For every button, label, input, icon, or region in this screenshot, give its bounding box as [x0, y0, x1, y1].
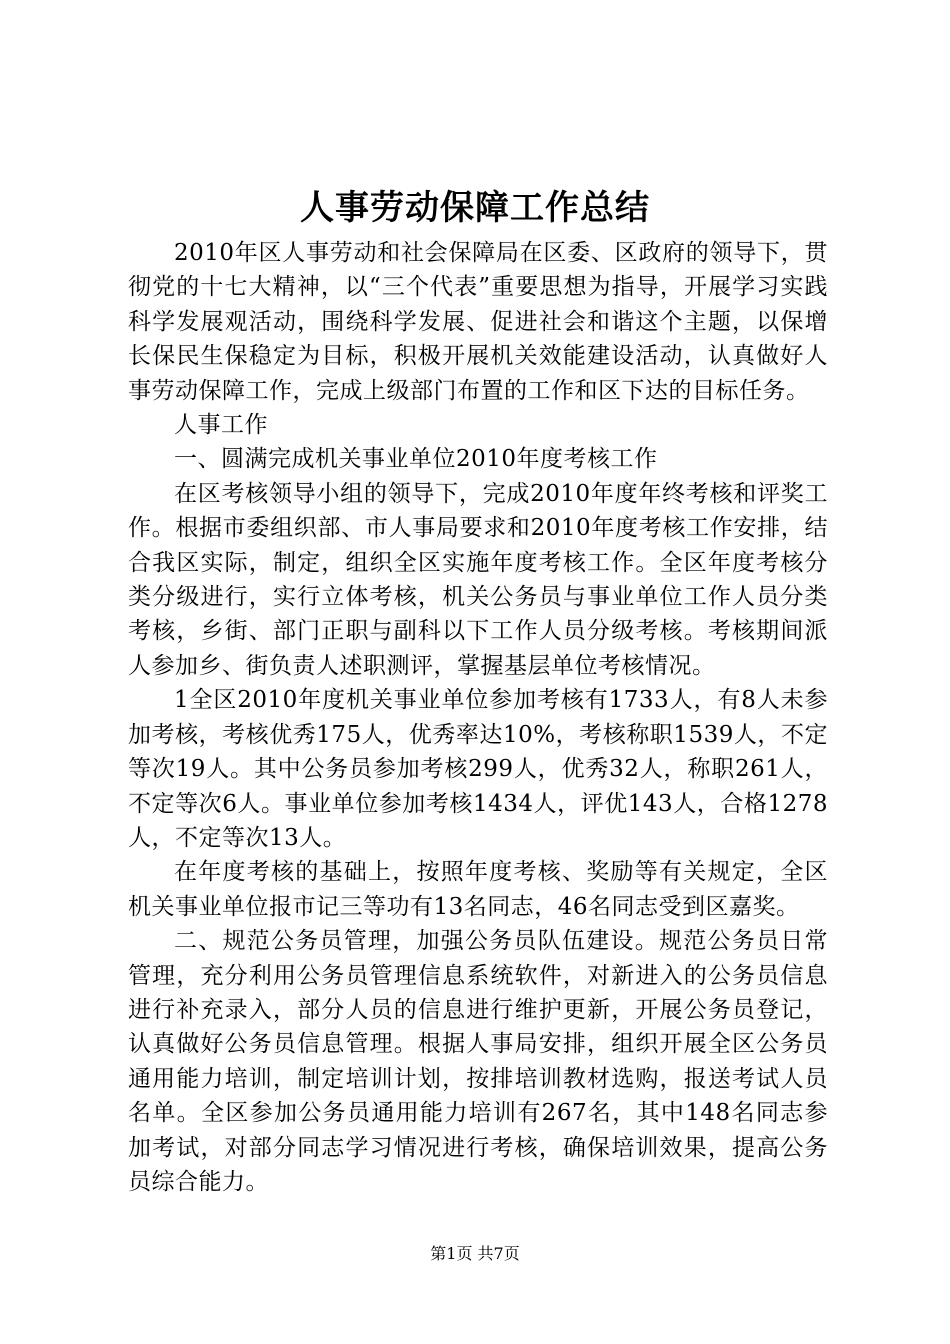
paragraph-awards: 在年度考核的基础上，按照年度考核、奖励等有关规定，全区机关事业单位报市记三等功有13名同志，46名同志受到区嘉奖。	[128, 859, 828, 920]
document-body	[128, 236, 828, 1199]
paragraph-assessment-statistics: 1全区2010年度机关事业单位参加考核有1733人，有8人未参加考核，考核优秀175人，优秀率达10%，考核称职1539人，不定等次19人。其中公务员参加考核299人，优秀32人，称职261人，不定等次6人。事业单位参加考核1434人，评优143人，合格1278人，不定等次13人。	[128, 687, 828, 851]
paragraph-civil-servant-management: 二、规范公务员管理，加强公务员队伍建设。规范公务员日常管理，充分利用公务员管理信息系统软件，对新进入的公务员信息进行补充录入，部分人员的信息进行维护更新，开展公务员登记，认真做好公务员信息管理。根据人事局安排，组织开展全区公务员通用能力培训，制定培训计划，按排培训教材选购，报送考试人员名单。全区参加公务员通用能力培训有267名，其中148名同志参加考试，对部分同志学习情况进行考核，确保培训效果，提高公务员综合能力。	[128, 928, 828, 1195]
page-number-footer: 第1页 共7页	[430, 1244, 520, 1263]
document-title: 人事劳动保障工作总结	[300, 188, 650, 228]
paragraph-intro: 2010年区人事劳动和社会保障局在区委、区政府的领导下，贯彻党的十七大精神，以“三个代表”重要思想为指导，开展学习实践科学发展观活动，围绕科学发展、促进社会和谐这个主题，以保增长保民生保稳定为目标，积极开展机关效能建设活动，认真做好人事劳动保障工作，完成上级部门布置的工作和区下达的目标任务。	[128, 240, 828, 404]
paragraph-assessment-process: 在区考核领导小组的领导下，完成2010年度年终考核和评奖工作。根据市委组织部、市人事局要求和2010年度考核工作安排，结合我区实际，制定，组织全区实施年度考核工作。全区年度考核分类分级进行，实行立体考核，机关公务员与事业单位工作人员分类考核，乡街、部门正职与副科以下工作人员分级考核。考核期间派人参加乡、街负责人述职测评，掌握基层单位考核情况。	[128, 480, 828, 679]
section-heading-personnel: 人事工作	[174, 412, 268, 439]
subsection-heading-annual-assessment: 一、圆满完成机关事业单位2010年度考核工作	[174, 446, 658, 473]
